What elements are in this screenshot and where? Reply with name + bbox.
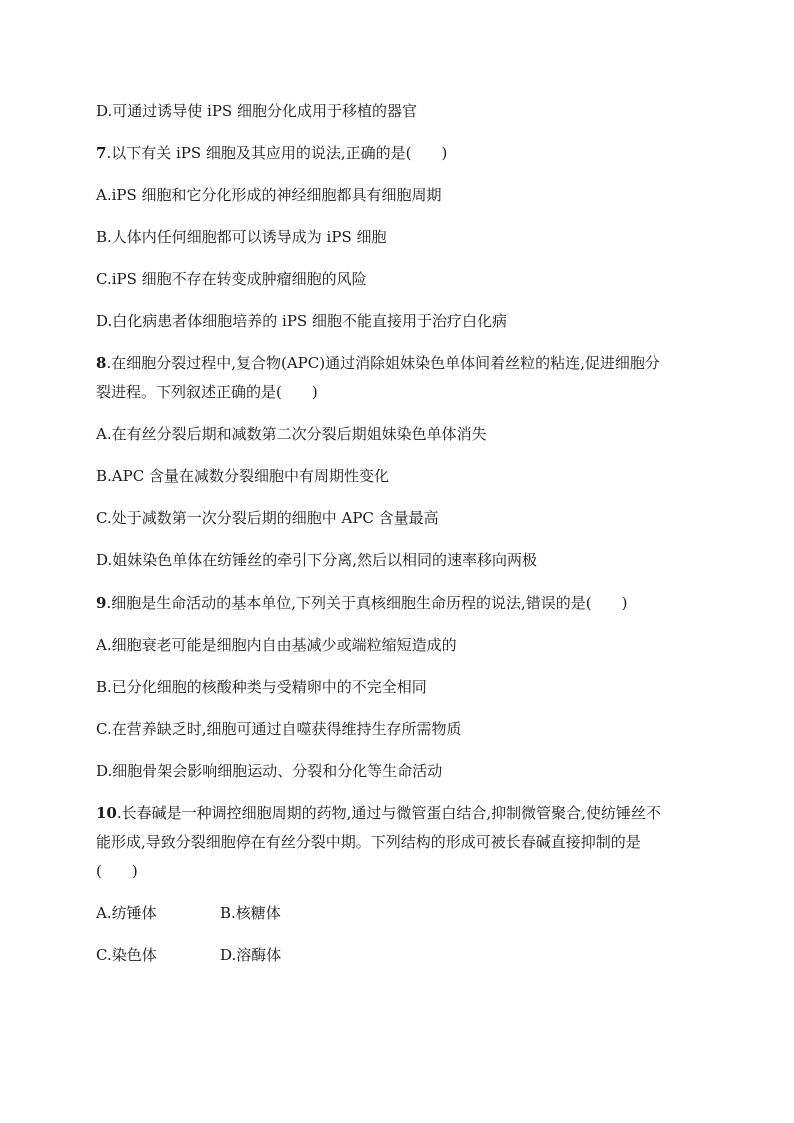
q7-stem xyxy=(96,143,706,164)
q8-option-d: D.姐妹染色单体在纺锤丝的牵引下分离,然后以相同的速率移向两极 xyxy=(96,551,538,569)
q7-option-d: D.白化病患者体细胞培养的 iPS 细胞不能直接用于治疗白化病 xyxy=(96,312,507,330)
q8-option-b: B.APC 含量在减数分裂细胞中有周期性变化 xyxy=(96,467,389,485)
q9-option-a: A.细胞衰老可能是细胞内自由基减少或端粒缩短造成的 xyxy=(96,636,457,654)
q8-option-a: A.在有丝分裂后期和减数第二次分裂后期姐妹染色单体消失 xyxy=(96,425,487,443)
q10-stem-text1: .长春碱是一种调控细胞周期的药物,通过与微管蛋白结合,抑制微管聚合,使纺锤丝不 xyxy=(116,804,661,822)
q9-stem-text: .细胞是生命活动的基本单位,下列关于真核细胞生命历程的说法,错误的是( ) xyxy=(106,594,628,612)
q10-options-row2 xyxy=(96,945,706,966)
q8-number: 8 xyxy=(96,354,107,372)
q10-number: 10 xyxy=(96,804,117,822)
q9-option-c: C.在营养缺乏时,细胞可通过自噬获得维持生存所需物质 xyxy=(96,720,462,738)
q6-option-d: D.可通过诱导使 iPS 细胞分化成用于移植的器官 xyxy=(96,102,417,120)
q10-option-b: B.核糖体 xyxy=(220,904,281,922)
q8-option-c: C.处于减数第一次分裂后期的细胞中 APC 含量最高 xyxy=(96,509,439,527)
q9-option-d: D.细胞骨架会影响细胞运动、分裂和分化等生命活动 xyxy=(96,762,443,780)
q10-option-d: D.溶酶体 xyxy=(220,946,282,964)
q8-stem-text1: .在细胞分裂过程中,复合物(APC)通过消除姐妹染色单体间着丝粒的粘连,促进细胞分 xyxy=(106,354,660,372)
q10-stem-line1 xyxy=(96,803,706,824)
q7-number: 7 xyxy=(96,144,107,162)
q9-option-b: B.已分化细胞的核酸种类与受精卵中的不完全相同 xyxy=(96,678,427,696)
q10-stem-line3: ( ) xyxy=(96,862,138,880)
q10-options-row1 xyxy=(96,903,706,924)
q10-option-c: C.染色体 xyxy=(96,946,157,964)
q8-stem-line2: 裂进程。下列叙述正确的是( ) xyxy=(96,383,318,401)
q8-stem-line1 xyxy=(96,353,706,374)
q9-stem xyxy=(96,593,706,614)
q10-option-a: A.纺锤体 xyxy=(96,904,157,922)
q7-option-a: A.iPS 细胞和它分化形成的神经细胞都具有细胞周期 xyxy=(96,186,442,204)
q10-stem-line2: 能形成,导致分裂细胞停在有丝分裂中期。下列结构的形成可被长春碱直接抑制的是 xyxy=(96,833,641,851)
q7-option-c: C.iPS 细胞不存在转变成肿瘤细胞的风险 xyxy=(96,270,367,288)
q9-number: 9 xyxy=(96,594,107,612)
q7-stem-text: .以下有关 iPS 细胞及其应用的说法,正确的是( ) xyxy=(106,144,448,162)
q7-option-b: B.人体内任何细胞都可以诱导成为 iPS 细胞 xyxy=(96,228,387,246)
